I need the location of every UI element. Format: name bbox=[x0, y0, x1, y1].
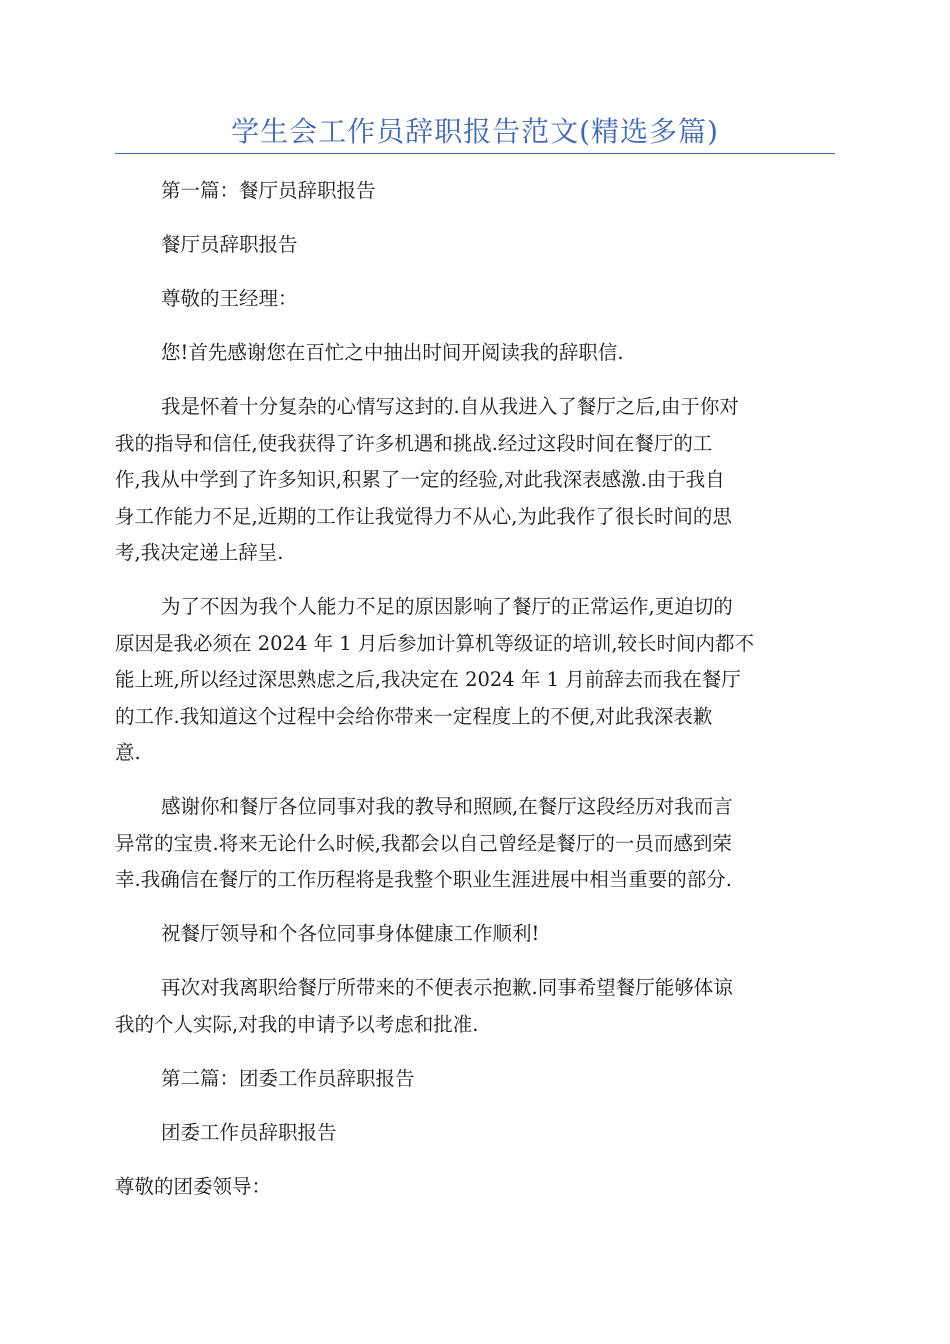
section-heading: 第二篇：团委工作员辞职报告 bbox=[161, 1066, 415, 1090]
text-line: 我的指导和信任,使我获得了许多机遇和挑战.经过这段时间在餐厅的工 bbox=[115, 431, 713, 455]
body-paragraph bbox=[115, 789, 835, 899]
document-title: 学生会工作员辞职报告范文(精选多篇) bbox=[231, 115, 719, 148]
body-paragraph bbox=[115, 589, 835, 772]
letter-title: 餐厅员辞职报告 bbox=[161, 233, 298, 256]
text-line: 意. bbox=[115, 741, 141, 764]
text-line: 感谢你和餐厅各位同事对我的教导和照顾,在餐厅这段经历对我而言 bbox=[161, 795, 733, 818]
text-line: 考,我决定递上辞呈. bbox=[115, 541, 284, 564]
closing-wish: 祝餐厅领导和个各位同事身体健康工作顺利! bbox=[161, 922, 540, 945]
body-paragraph: 您!首先感谢您在百忙之中抽出时间开阅读我的辞职信. bbox=[161, 341, 624, 364]
letter-title: 团委工作员辞职报告 bbox=[161, 1120, 337, 1144]
text-line: 再次对我离职给餐厅所带来的不便表示抱歉.同事希望餐厅能够体谅 bbox=[161, 976, 733, 999]
salutation: 尊敬的团委领导： bbox=[115, 1174, 272, 1198]
text-line: 原因是我必须在 2024 年 1 月后参加计算机等级证的培训,较长时间内都不 bbox=[115, 631, 755, 655]
body-paragraph bbox=[115, 389, 835, 572]
text-line: 幸.我确信在餐厅的工作历程将是我整个职业生涯进展中相当重要的部分. bbox=[115, 868, 732, 891]
text-line: 为了不因为我个人能力不足的原因影响了餐厅的正常运作,更迫切的 bbox=[161, 595, 733, 618]
section-heading: 第一篇：餐厅员辞职报告 bbox=[161, 179, 376, 202]
title-underline bbox=[115, 153, 835, 154]
salutation: 尊敬的王经理： bbox=[161, 287, 298, 310]
text-line: 异常的宝贵.将来无论什么时候,我都会以自己曾经是餐厅的一员而感到荣 bbox=[115, 831, 732, 855]
text-line: 身工作能力不足,近期的工作让我觉得力不从心,为此我作了很长时间的思 bbox=[115, 504, 732, 528]
text-line: 作,我从中学到了许多知识,积累了一定的经验,对此我深表感激.由于我自 bbox=[115, 468, 725, 491]
text-line: 我是怀着十分复杂的心情写这封的.自从我进入了餐厅之后,由于你对 bbox=[161, 395, 739, 418]
text-line: 能上班,所以经过深思熟虑之后,我决定在 2024 年 1 月前辞去而我在餐厅 bbox=[115, 668, 741, 691]
text-line: 的工作.我知道这个过程中会给你带来一定程度上的不便,对此我深表歉 bbox=[115, 704, 713, 728]
body-paragraph bbox=[115, 970, 835, 1043]
document-body bbox=[115, 173, 835, 1205]
text-line: 我的个人实际,对我的申请予以考虑和批准. bbox=[115, 1012, 479, 1036]
